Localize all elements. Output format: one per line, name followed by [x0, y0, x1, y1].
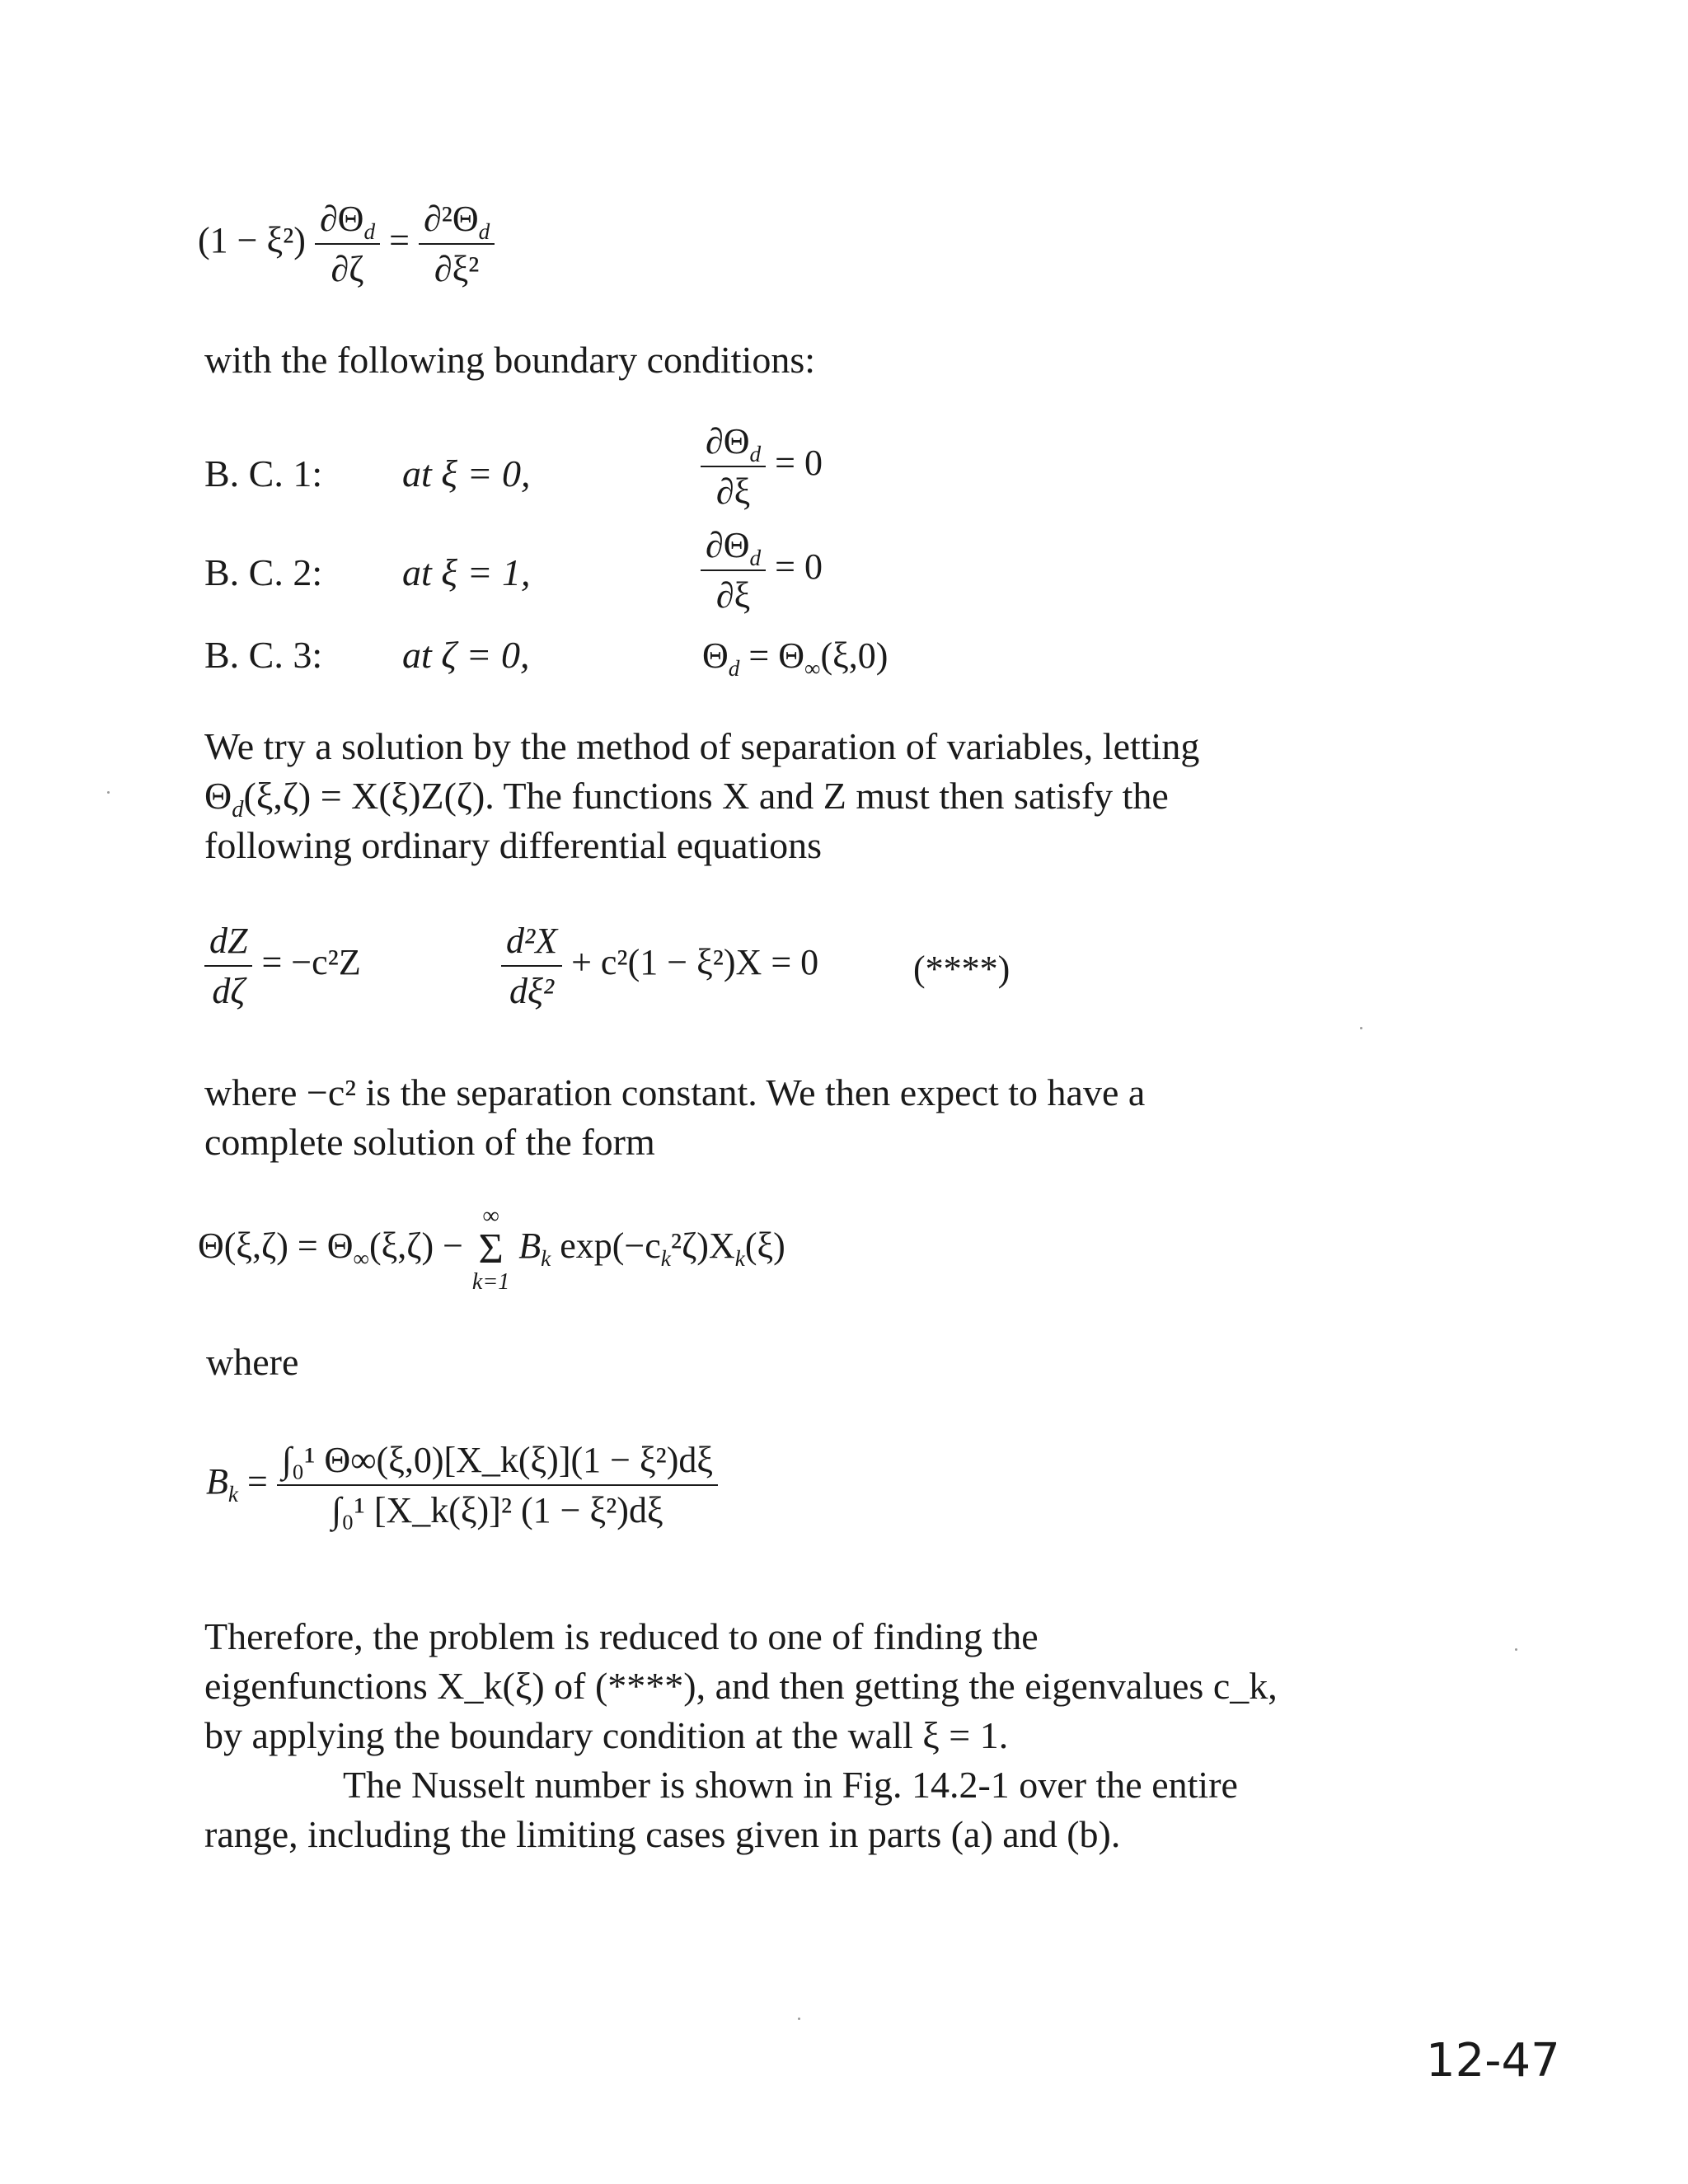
scan-speck — [1360, 1027, 1362, 1029]
page-number: 12-47 — [1426, 2034, 1560, 2088]
paragraph-separation-constant: where −c² is the separation constant. We then expect to have a complete solution of the form — [204, 1071, 1146, 1163]
pde-lhs-den: ∂ζ — [331, 249, 364, 289]
bc3-expr: $\Theta_d = \Theta_\infty(\xi,0)$ — [702, 635, 889, 681]
complete-solution: $\Theta(\xi,\zeta) = \Theta_\infty(\xi,\zeta)$ − ∞ Σ k=1 $B_k$ $\exp(-c_k^2\zeta)X_k(\xi)$ — [198, 1203, 785, 1295]
ode-tag: (****) — [913, 949, 1010, 989]
bc3-at: at ζ = 0, — [402, 634, 530, 676]
bc-intro: with the following boundary conditions: — [204, 339, 816, 381]
governing-pde — [198, 198, 495, 290]
bc2-label: B. C. 2: — [204, 551, 323, 593]
where-label: where — [206, 1341, 299, 1383]
scan-speck — [798, 2018, 800, 2020]
bk-fraction: $\frac{\text{∫₀¹ Θ∞(ξ,0)[X\_k(ξ)](1 − ξ²)dξ}}{\text{∫₀¹ [X\_k(ξ)]² (1 − ξ²)dξ}}$ — [277, 1439, 718, 1531]
pde-rhs-den: ∂ξ² — [434, 249, 480, 289]
bc1-at: at ξ = 0, — [402, 452, 531, 494]
ode-x: $\frac{\text{d²X}}{\text{dξ²}}$ + c²(1 − ξ²)X = 0 — [501, 920, 818, 1012]
bc1-expr: $\frac{\partial\Theta_d}{\partial\xi}$ = 0 — [701, 420, 823, 513]
bk-formula: $B_k$ = $\frac{\text{∫₀¹ Θ∞(ξ,0)[X\_k(ξ)](1 − ξ²)dξ}}{\text{∫₀¹ [X\_k(ξ)]² (1 − ξ²)dξ}}$ — [206, 1439, 718, 1531]
scan-speck — [1515, 1648, 1517, 1651]
bc3-label: B. C. 3: — [204, 634, 323, 676]
paragraph-nusselt: The Nusselt number is shown in Fig. 14.2-1 over the entire range, including the limiting cases given in parts (a) and (b). — [204, 1764, 1238, 1855]
pde-lhs-fraction: $\frac{\partial\Theta_d}{\partial\zeta}$ — [315, 198, 380, 290]
pde-equals: = — [389, 220, 410, 261]
summation: ∞ Σ k=1 — [471, 1203, 510, 1295]
bc1-label: B. C. 1: — [204, 452, 323, 494]
paragraph-separation: We try a solution by the method of separation of variables, letting $\Theta_d(\xi,\zeta) = X(\xi)Z(\zeta)$. The functions X and Z must then satisfy the following ordinary differential equations — [204, 725, 1200, 866]
paragraph-eigenfunctions: Therefore, the problem is reduced to one of finding the eigenfunctions X_k(ξ) of (****), and then getting the eigenvalues c_k, by applying the boundary condition at the wall ξ = 1. — [204, 1615, 1278, 1756]
ode-z: $\frac{dZ}{d\zeta}$ = −c²Z — [204, 920, 361, 1012]
pde-rhs-num: ∂²Θ — [423, 199, 479, 239]
pde-rhs-fraction: $\frac{\partial^2\Theta_d}{\text{∂ξ²}}$ — [419, 198, 495, 290]
scan-speck — [107, 791, 110, 794]
pde-factor: (1 − ξ²) — [198, 220, 306, 261]
bc2-expr: $\frac{\partial\Theta_d}{\partial\xi}$ = 0 — [701, 524, 823, 616]
bc2-at: at ξ = 1, — [402, 551, 531, 593]
pde-lhs-num: ∂Θ — [319, 199, 364, 239]
